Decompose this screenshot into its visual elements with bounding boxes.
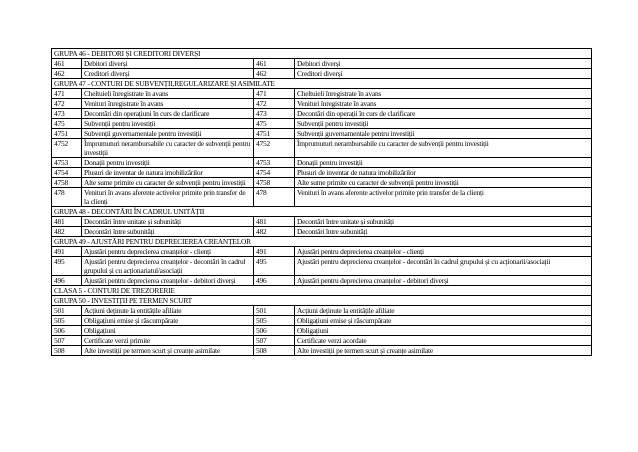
account-name-new: Ajustări pentru deprecierea creanțelor - decontări în cadrul grupului și cu acționarii/asociații (295, 257, 592, 276)
account-code-new: 462 (254, 69, 295, 79)
account-code-old: 471 (52, 89, 82, 99)
account-name-old: Subvenții pentru investiții (82, 119, 254, 129)
account-name-new: Creditori diverși (295, 69, 592, 79)
account-code-old: 495 (52, 257, 82, 276)
account-name-new: Certificate verzi acordate (295, 336, 592, 346)
account-row (52, 227, 592, 237)
account-code-new: 478 (254, 188, 295, 207)
account-code-old: 505 (52, 316, 82, 326)
account-row (52, 316, 592, 326)
account-name-new: Subvenții guvernamentale pentru investiții (295, 129, 592, 139)
account-code-old: 4754 (52, 168, 82, 178)
account-row (52, 89, 592, 99)
account-row (52, 168, 592, 178)
account-row (52, 306, 592, 316)
account-code-old: 4758 (52, 178, 82, 188)
account-code-old: 508 (52, 346, 82, 356)
account-code-old: 472 (52, 99, 82, 109)
account-code-new: 473 (254, 109, 295, 119)
account-row (52, 109, 592, 119)
account-name-old: Ajustări pentru deprecierea creanțelor - debitori diverși (82, 276, 254, 286)
account-name-new: Venituri în avans aferente activelor primite prin transfer de la clienți (295, 188, 592, 207)
account-row (52, 276, 592, 286)
account-name-old: Alte investiții pe termen scurt și creanțe asimilate (82, 346, 254, 356)
account-row (52, 59, 592, 69)
accounts-table-body (52, 49, 592, 356)
account-code-old: 478 (52, 188, 82, 207)
account-name-new: Acțiuni deținute la entitățile afiliate (295, 306, 592, 316)
account-name-old: Împrumuturi nerambursabile cu caracter de subvenții pentru investiții (82, 139, 254, 158)
group-header: GRUPA 47 - CONTURI DE SUBVENȚII,REGULARIZARE ȘI ASIMILATE (52, 79, 592, 89)
account-code-new: 461 (254, 59, 295, 69)
account-name-new: Obligațiuni (295, 326, 592, 336)
account-name-old: Venituri în avans aferente activelor primite prin transfer de la clienți (82, 188, 254, 207)
account-name-old: Obligațiuni emise și răscumpărate (82, 316, 254, 326)
account-row (52, 158, 592, 168)
account-row (52, 326, 592, 336)
account-code-new: 506 (254, 326, 295, 336)
account-name-old: Donații pentru investiții (82, 158, 254, 168)
account-code-old: 506 (52, 326, 82, 336)
account-code-new: 4754 (254, 168, 295, 178)
account-code-new: 501 (254, 306, 295, 316)
account-code-new: 471 (254, 89, 295, 99)
account-code-old: 482 (52, 227, 82, 237)
account-row (52, 247, 592, 257)
account-name-new: Alte sume primite cu caracter de subvenții pentru investiții (295, 178, 592, 188)
account-row (52, 119, 592, 129)
account-row (52, 139, 592, 158)
account-code-old: 491 (52, 247, 82, 257)
account-code-new: 481 (254, 217, 295, 227)
account-name-old: Decontări între subunități (82, 227, 254, 237)
account-name-new: Ajustări pentru deprecierea creanțelor - debitori diverși (295, 276, 592, 286)
group-header: GRUPA 46 - DEBITORI ȘI CREDITORI DIVERȘI (52, 49, 592, 59)
account-row (52, 346, 592, 356)
account-name-old: Obligațiuni (82, 326, 254, 336)
account-name-new: Subvenții pentru investiții (295, 119, 592, 129)
account-code-old: 496 (52, 276, 82, 286)
account-name-old: Venituri înregistrate în avans (82, 99, 254, 109)
group-header-row (52, 49, 592, 59)
account-name-new: Decontări între subunități (295, 227, 592, 237)
account-code-new: 4753 (254, 158, 295, 168)
account-code-new: 482 (254, 227, 295, 237)
account-name-old: Ajustări pentru deprecierea creanțelor - clienți (82, 247, 254, 257)
account-name-new: Decontări din operații în curs de clarificare (295, 109, 592, 119)
group-header-row (52, 79, 592, 89)
account-name-new: Decontări între unitate și subunități (295, 217, 592, 227)
account-code-old: 461 (52, 59, 82, 69)
group-header: CLASA 5 - CONTURI DE TREZORERIE (52, 286, 592, 296)
account-name-old: Decontări din operațiuni în curs de clarificare (82, 109, 254, 119)
account-row (52, 129, 592, 139)
account-code-old: 501 (52, 306, 82, 316)
account-row (52, 178, 592, 188)
account-name-new: Împrumuturi nerambursabile cu caracter de subvenții pentru investiții (295, 139, 592, 158)
account-name-new: Plusuri de inventar de natura imobilizărilor (295, 168, 592, 178)
account-name-new: Venituri înregistrate în avans (295, 99, 592, 109)
account-name-new: Cheltuieli înregistrate în avans (295, 89, 592, 99)
account-code-old: 4752 (52, 139, 82, 158)
account-row (52, 336, 592, 346)
account-row (52, 69, 592, 79)
account-code-new: 4758 (254, 178, 295, 188)
account-code-new: 491 (254, 247, 295, 257)
account-code-new: 495 (254, 257, 295, 276)
account-name-new: Obligațiuni emise și răscumpărate (295, 316, 592, 326)
account-code-new: 505 (254, 316, 295, 326)
account-code-new: 507 (254, 336, 295, 346)
accounts-table-container (51, 48, 591, 356)
account-code-new: 496 (254, 276, 295, 286)
account-row (52, 217, 592, 227)
account-code-new: 4752 (254, 139, 295, 158)
account-name-new: Donații pentru investiții (295, 158, 592, 168)
account-code-old: 507 (52, 336, 82, 346)
account-code-old: 481 (52, 217, 82, 227)
account-code-old: 473 (52, 109, 82, 119)
account-code-new: 4751 (254, 129, 295, 139)
account-row (52, 188, 592, 207)
account-name-old: Debitori diverși (82, 59, 254, 69)
account-name-new: Alte investiții pe termen scurt și creanțe asimilate (295, 346, 592, 356)
account-code-new: 475 (254, 119, 295, 129)
account-name-old: Subvenții guvernamentale pentru investiții (82, 129, 254, 139)
account-name-old: Decontări între unitate și subunități (82, 217, 254, 227)
account-name-old: Creditori diverși (82, 69, 254, 79)
group-header-row (52, 296, 592, 306)
account-code-old: 462 (52, 69, 82, 79)
account-code-old: 475 (52, 119, 82, 129)
account-name-old: Alte sume primite cu caracter de subvenții pentru investiții (82, 178, 254, 188)
account-code-old: 4753 (52, 158, 82, 168)
group-header-row (52, 207, 592, 217)
account-name-old: Acțiuni deținute la entitățile afiliate (82, 306, 254, 316)
group-header: GRUPA 48 - DECONTĂRI ÎN CADRUL UNITĂȚII (52, 207, 592, 217)
account-name-new: Debitori diverși (295, 59, 592, 69)
account-name-old: Cheltuieli înregistrate în avans (82, 89, 254, 99)
account-row (52, 99, 592, 109)
account-code-new: 472 (254, 99, 295, 109)
group-header: GRUPA 50 - INVESTIȚII PE TERMEN SCURT (52, 296, 592, 306)
group-header-row (52, 286, 592, 296)
account-row (52, 257, 592, 276)
account-name-new: Ajustări pentru deprecierea creanțelor - clienți (295, 247, 592, 257)
group-header: GRUPA 49 - AJUSTĂRI PENTRU DEPRECIEREA CREANȚELOR (52, 237, 592, 247)
account-name-old: Certificate verzi primite (82, 336, 254, 346)
account-code-new: 508 (254, 346, 295, 356)
account-code-old: 4751 (52, 129, 82, 139)
account-name-old: Ajustări pentru deprecierea creanțelor - decontări în cadrul grupului și cu acționariatul/asociații (82, 257, 254, 276)
accounts-table (51, 48, 592, 356)
group-header-row (52, 237, 592, 247)
account-name-old: Plusuri de inventar de natura imobilizărilor (82, 168, 254, 178)
